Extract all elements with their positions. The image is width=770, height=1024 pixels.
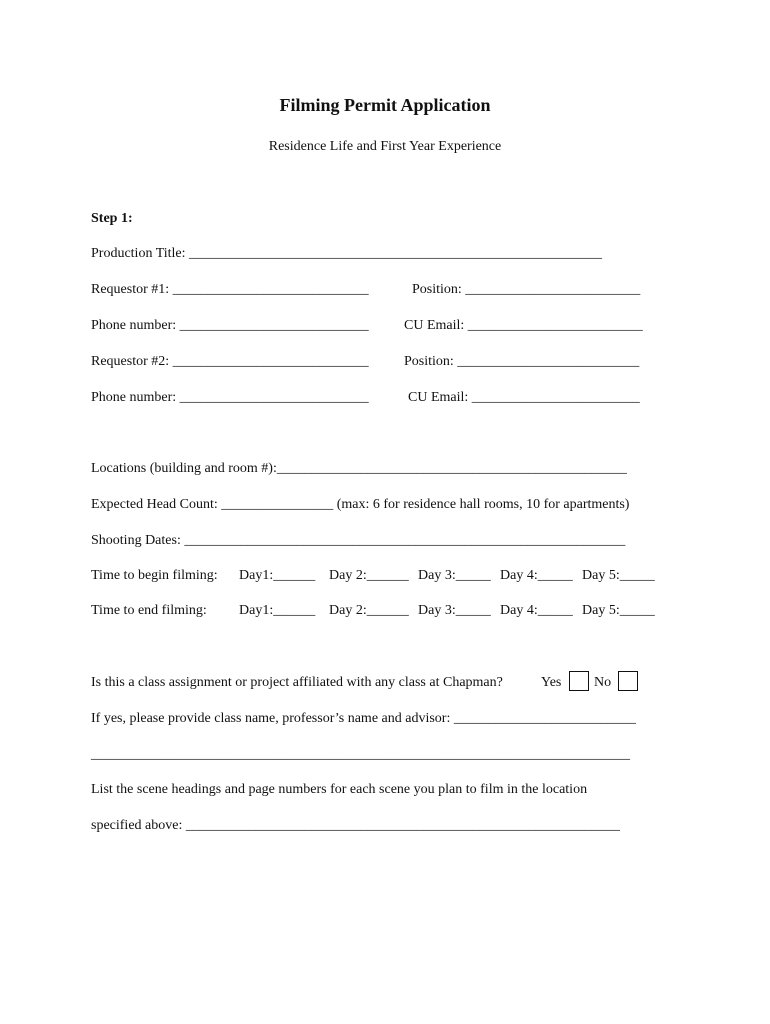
- begin-day3-field[interactable]: Day 3:_____: [418, 568, 491, 583]
- yes-label: Yes: [541, 675, 562, 690]
- phone1-field[interactable]: Phone number: ___________________________: [91, 318, 369, 333]
- scene-field[interactable]: specified above: ______________________________________________________________: [91, 818, 620, 833]
- begin-day4-field[interactable]: Day 4:_____: [500, 568, 573, 583]
- end-day1-field[interactable]: Day1:______: [239, 603, 316, 618]
- class-details-field-line2[interactable]: _____________________________________________________________________________: [91, 747, 630, 762]
- locations-field[interactable]: Locations (building and room #):__________________________________________________: [91, 461, 627, 476]
- end-day3-field[interactable]: Day 3:_____: [418, 603, 491, 618]
- page-subtitle: Residence Life and First Year Experience: [268, 139, 502, 154]
- scene-instructions: List the scene headings and page numbers for each scene you plan to film in the location: [91, 782, 588, 797]
- no-label: No: [594, 675, 612, 690]
- page-title: Filming Permit Application: [279, 95, 491, 115]
- begin-day2-field[interactable]: Day 2:______: [329, 568, 409, 583]
- begin-day1-field[interactable]: Day1:______: [239, 568, 316, 583]
- requestor2-position-field[interactable]: Position: __________________________: [404, 354, 640, 369]
- phone2-field[interactable]: Phone number: ___________________________: [91, 390, 369, 405]
- requestor1-field[interactable]: Requestor #1: ____________________________: [91, 282, 369, 297]
- requestor1-position-field[interactable]: Position: _________________________: [412, 282, 641, 297]
- class-question: Is this a class assignment or project affiliated with any class at Chapman?: [91, 675, 503, 690]
- end-filming-label: Time to end filming:: [91, 603, 207, 618]
- step-heading: Step 1:: [91, 211, 133, 226]
- end-day5-field[interactable]: Day 5:_____: [582, 603, 655, 618]
- end-day2-field[interactable]: Day 2:______: [329, 603, 409, 618]
- begin-day5-field[interactable]: Day 5:_____: [582, 568, 655, 583]
- production-title-field[interactable]: Production Title: ___________________________________________________________: [91, 246, 603, 261]
- class-details-field[interactable]: If yes, please provide class name, professor’s name and advisor: __________________________: [91, 711, 636, 726]
- email2-field[interactable]: CU Email: ________________________: [408, 390, 640, 405]
- begin-filming-label: Time to begin filming:: [91, 568, 218, 583]
- email1-field[interactable]: CU Email: _________________________: [404, 318, 643, 333]
- requestor2-field[interactable]: Requestor #2: ____________________________: [91, 354, 369, 369]
- no-checkbox[interactable]: [618, 671, 638, 691]
- shooting-dates-field[interactable]: Shooting Dates: _______________________________________________________________: [91, 533, 626, 548]
- end-day4-field[interactable]: Day 4:_____: [500, 603, 573, 618]
- yes-checkbox[interactable]: [569, 671, 589, 691]
- head-count-field[interactable]: Expected Head Count: ________________ (max: 6 for residence hall rooms, 10 for apartments): [91, 497, 630, 512]
